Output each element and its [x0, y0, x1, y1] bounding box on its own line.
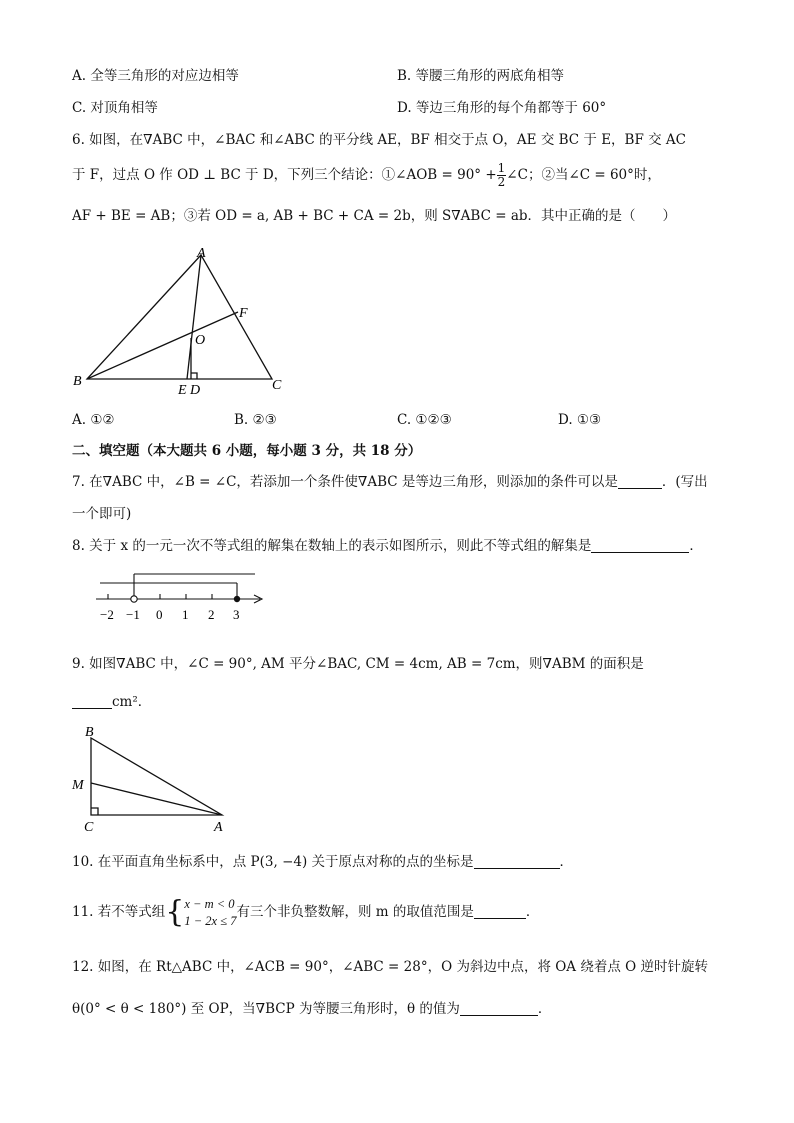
q9-line2	[72, 693, 151, 711]
q6-line1: 6. 如图，在∇ABC 中，∠BAC 和∠ABC 的平分线 AE，BF 相交于点 O，AE 交 BC 于 E，BF 交 AC	[72, 132, 686, 148]
label-c: C	[84, 820, 94, 835]
q6-option-a: A. ①②	[72, 412, 115, 428]
q11-text-end: ．	[525, 904, 540, 920]
q11-text-pre: 11. 若不等式组	[72, 904, 166, 920]
label-e: E	[178, 383, 187, 398]
q9-triangle-figure	[68, 720, 238, 835]
bisector-am	[91, 783, 222, 815]
label-a: A	[214, 820, 223, 835]
q6-line2	[72, 160, 661, 190]
fraction-numerator: 1	[497, 161, 506, 175]
right-angle-mark	[191, 373, 197, 379]
q10-text-end: ．	[559, 854, 574, 870]
section-heading: 二、填空题（本大题共 6 小题，每小题 3 分，共 18 分）	[72, 443, 422, 459]
q5-option-d: D. 等边三角形的每个角都等于 60°	[397, 100, 607, 116]
inequality-system	[184, 896, 236, 930]
label-b: B	[85, 725, 94, 740]
q7-answer-blank[interactable]	[618, 474, 662, 489]
bisector-ae	[187, 255, 201, 379]
tick-label: −2	[100, 607, 114, 622]
q11-answer-blank[interactable]	[474, 904, 526, 919]
q9-answer-blank[interactable]	[72, 694, 112, 709]
label-a: A	[197, 246, 206, 261]
triangle-abc	[91, 738, 222, 815]
q11-line	[72, 893, 539, 931]
q6-line2-pre: 于 F，过点 O 作 OD ⊥ BC 于 D，下列三个结论：①∠AOB = 90° +	[72, 167, 497, 183]
q8-number-line	[92, 568, 272, 624]
q10-line	[72, 853, 573, 871]
q6-line3: AF + BE = AB；③若 OD = a, AB + BC + CA = 2b，则 S∇ABC = ab．其中正确的是（ ）	[72, 208, 677, 224]
q10-text: 10. 在平面直角坐标系中，点 P(3, −4) 关于原点对称的点的坐标是	[72, 854, 474, 870]
solid-dot-3	[234, 596, 240, 602]
tick-label: 0	[156, 607, 163, 622]
q7-line2: 一个即可)	[72, 506, 132, 522]
right-angle-mark	[91, 808, 98, 815]
label-c: C	[272, 378, 282, 393]
tick-label: 3	[233, 607, 240, 622]
q6-option-b: B. ②③	[234, 412, 277, 428]
q6-triangle-figure	[70, 243, 290, 398]
q8-text-end: ．	[689, 538, 703, 554]
fraction-denominator: 2	[497, 175, 506, 189]
q6-fraction	[497, 162, 507, 189]
q7-text-end: ．(写出	[661, 474, 708, 490]
q5-option-a: A. 全等三角形的对应边相等	[72, 68, 239, 84]
q6-option-d: D. ①③	[558, 412, 602, 428]
label-o: O	[195, 333, 206, 348]
tick-label: 2	[208, 607, 215, 622]
system-brace: {	[165, 894, 185, 930]
q5-option-c: C. 对顶角相等	[72, 100, 158, 116]
q7-line1	[72, 473, 708, 491]
q12-answer-blank[interactable]	[460, 1001, 538, 1016]
label-b: B	[73, 374, 82, 389]
bisector-bf	[87, 312, 238, 379]
label-f: F	[239, 306, 248, 321]
q8-answer-blank[interactable]	[591, 538, 689, 553]
q9-line1: 9. 如图∇ABC 中，∠C = 90°, AM 平分∠BAC, CM = 4cm, AB = 7cm，则∇ABM 的面积是	[72, 656, 644, 672]
q12-line1: 12. 如图，在 Rt△ABC 中，∠ACB = 90°，∠ABC = 28°，O 为斜边中点，将 OA 绕着点 O 逆时针旋转	[72, 959, 708, 975]
q12-line2	[72, 1000, 551, 1018]
open-dot-neg1	[131, 596, 137, 602]
q10-answer-blank[interactable]	[474, 854, 560, 869]
q12-text: θ(0° < θ < 180°) 至 OP，当∇BCP 为等腰三角形时，θ 的值为	[72, 1001, 460, 1017]
label-m: M	[72, 778, 84, 793]
label-d: D	[190, 383, 201, 398]
q8-text: 8. 关于 x 的一元一次不等式组的解集在数轴上的表示如图所示，则此不等式组的解集是	[72, 538, 592, 554]
q5-option-b: B. 等腰三角形的两底角相等	[397, 68, 565, 84]
inequality-2: 1 − 2x ≤ 7	[184, 913, 237, 928]
q6-line2-post: ∠C；②当∠C = 60°时，	[506, 167, 661, 183]
q12-text-end: ．	[537, 1001, 552, 1017]
q9-unit: cm²．	[112, 694, 152, 710]
q6-option-c: C. ①②③	[397, 412, 452, 428]
q7-text: 7. 在∇ABC 中，∠B = ∠C，若添加一个条件使∇ABC 是等边三角形，则添加的条件可以是	[72, 474, 618, 490]
inequality-1: x − m < 0	[184, 896, 235, 911]
q11-text-post: 有三个非负整数解，则 m 的取值范围是	[236, 904, 474, 920]
q8-line	[72, 537, 703, 555]
tick-label: 1	[182, 607, 189, 622]
tick-label: −1	[126, 607, 140, 622]
